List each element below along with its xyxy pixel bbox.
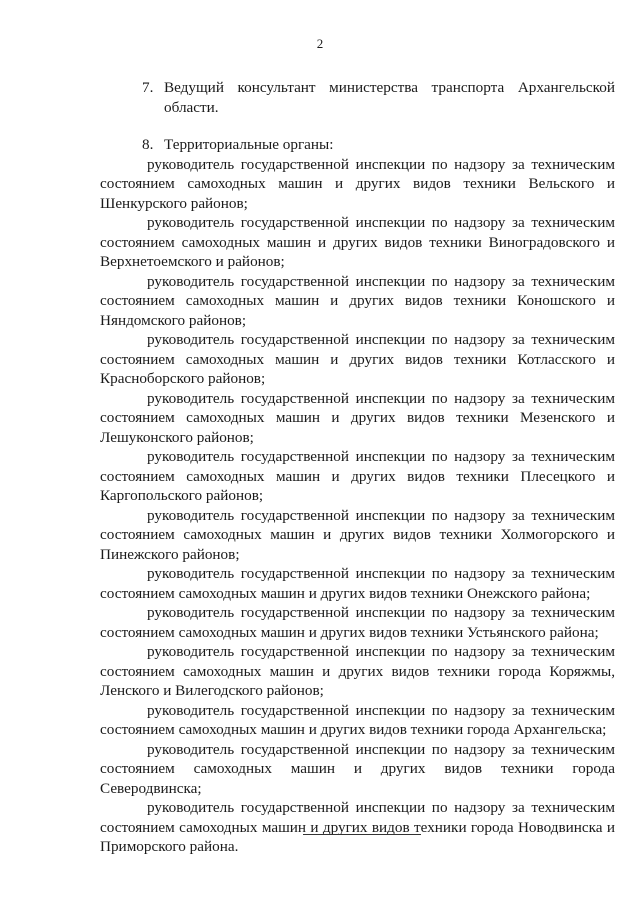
page-number: 2 xyxy=(316,36,324,51)
list-item: руководитель государственной инспекции по надзору за техническим состоянием самоходных машин и других видов техники города Новодвинска и Приморского района. xyxy=(100,799,615,855)
item-8-number: 8. xyxy=(142,136,154,153)
end-divider xyxy=(303,834,421,835)
list-item: руководитель государственной инспекции по надзору за техническим состоянием самоходных машин и других видов техники города Архангельска; xyxy=(100,701,615,738)
list-item: руководитель государственной инспекции по надзору за техническим состоянием самоходных машин и других видов техники Вельского и Шенкурского районов; xyxy=(100,155,615,212)
list-item: руководитель государственной инспекции по надзору за техническим состоянием самоходных машин и других видов техники Котласского и Красноборского районов; xyxy=(100,331,615,387)
list-item-8 xyxy=(142,135,615,155)
list-item: руководитель государственной инспекции по надзору за техническим состоянием самоходных машин и других видов техники Коношского и Няндомского районов; xyxy=(100,272,615,329)
list-item: руководитель государственной инспекции по надзору за техническим состоянием самоходных машин и других видов техники города Северодвинска; xyxy=(100,740,615,797)
list-item: руководитель государственной инспекции по надзору за техническим состоянием самоходных машин и других видов техники Онежского района; xyxy=(100,565,615,602)
list-item: руководитель государственной инспекции по надзору за техническим состоянием самоходных машин и других видов техники Холмогорского и Пинежского районов; xyxy=(100,506,615,563)
list-item: руководитель государственной инспекции по надзору за техническим состоянием самоходных машин и других видов техники Мезенского и Лешуконского районов; xyxy=(100,389,615,446)
list-item: руководитель государственной инспекции по надзору за техническим состоянием самоходных машин и других видов техники города Коряжмы, Ленского и Вилегодского районов; xyxy=(100,643,615,699)
item-8-heading: Территориальные органы: xyxy=(164,136,334,153)
list-item: руководитель государственной инспекции по надзору за техническим состоянием самоходных машин и других видов техники Виноградовского и Верхнетоемского и районов; xyxy=(100,214,615,270)
item-7-number: 7. xyxy=(142,79,154,96)
list-item: руководитель государственной инспекции по надзору за техническим состоянием самоходных машин и других видов техники Плесецкого и Каргопольского районов; xyxy=(100,448,615,504)
document-body xyxy=(100,78,615,857)
list-item-7 xyxy=(142,78,615,117)
item-7-text: Ведущий консультант министерства транспорта Архангельской области. xyxy=(164,79,615,116)
list-item: руководитель государственной инспекции по надзору за техническим состоянием самоходных машин и других видов техники Устьянского района; xyxy=(100,604,615,641)
